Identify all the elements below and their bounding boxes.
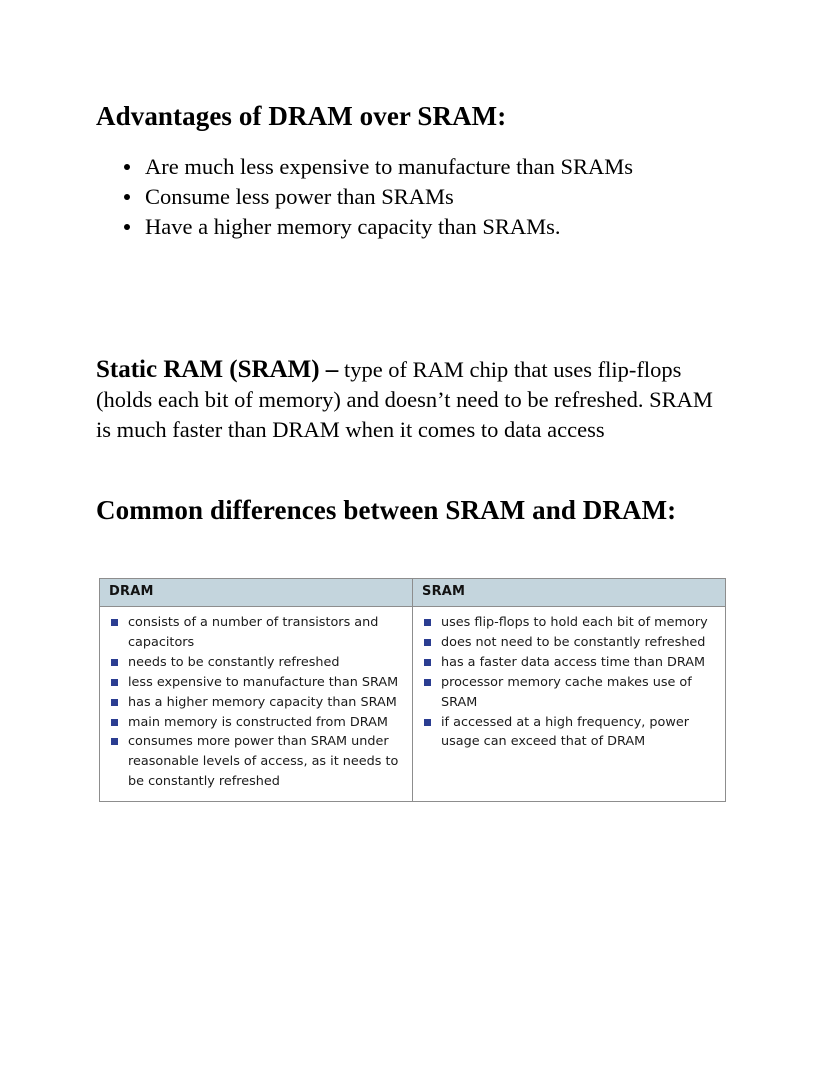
- table-header-sram: SRAM: [413, 579, 726, 607]
- list-item: [413, 673, 719, 713]
- list-item-text: if accessed at a high frequency, power usage can exceed that of DRAM: [441, 714, 689, 750]
- list-item: [100, 653, 406, 673]
- heading-advantages-of-dram: Advantages of DRAM over SRAM:: [96, 101, 507, 131]
- table-header-row: [100, 579, 726, 607]
- sram-dram-comparison-table: [99, 578, 726, 802]
- list-item: [100, 732, 406, 792]
- list-item-text: needs to be constantly refreshed: [128, 654, 340, 670]
- list-item-text: processor memory cache makes use of SRAM: [441, 674, 692, 710]
- bullet-square-icon: [424, 639, 431, 646]
- bullet-square-icon: [111, 619, 118, 626]
- list-item: [100, 713, 406, 733]
- list-item-text: Are much less expensive to manufacture than SRAMs: [145, 154, 634, 179]
- list-item: [96, 212, 736, 242]
- table-header-dram: DRAM: [100, 579, 413, 607]
- dram-bullet-list: [100, 613, 406, 792]
- list-item-text: main memory is constructed from DRAM: [128, 714, 388, 730]
- bullet-dot-icon: [124, 224, 130, 230]
- list-item-text: consists of a number of transistors and capacitors: [128, 615, 379, 650]
- list-item: [413, 613, 719, 633]
- list-item-text: uses flip-flops to hold each bit of memory: [441, 615, 708, 630]
- sram-definition-paragraph: [96, 355, 721, 445]
- list-item-text: Have a higher memory capacity than SRAMs.: [145, 214, 561, 239]
- bullet-square-icon: [424, 719, 431, 726]
- list-item: [100, 673, 406, 693]
- table-cell-sram-items: [413, 607, 726, 802]
- list-item-text: consumes more power than SRAM under reasonable levels of access, as it needs to be constantly refreshed: [128, 734, 399, 790]
- bullet-square-icon: [111, 659, 118, 666]
- bullet-square-icon: [424, 679, 431, 686]
- heading-common-differences: Common differences between SRAM and DRAM:: [96, 495, 677, 525]
- list-item: [100, 613, 406, 653]
- bullet-dot-icon: [124, 194, 130, 200]
- list-item-text: has a higher memory capacity than SRAM: [128, 694, 397, 710]
- bullet-square-icon: [111, 699, 118, 706]
- bullet-square-icon: [111, 679, 118, 686]
- bullet-dot-icon: [124, 164, 130, 170]
- table-row: [100, 607, 726, 802]
- bullet-square-icon: [424, 619, 431, 626]
- sram-bullet-list: [413, 613, 719, 752]
- bullet-square-icon: [111, 738, 118, 745]
- sram-definition-term: Static RAM (SRAM) –: [96, 356, 339, 383]
- bullet-square-icon: [111, 719, 118, 726]
- list-item: [413, 653, 719, 673]
- list-item: [413, 713, 719, 753]
- list-item-text: does not need to be constantly refreshed: [441, 634, 706, 650]
- table-cell-dram-items: [100, 607, 413, 802]
- list-item: [96, 152, 736, 182]
- advantages-bullet-list: [96, 152, 736, 242]
- list-item: [96, 182, 736, 212]
- sram-definition-body: type of RAM chip that uses flip-flops (holds each bit of memory) and doesn’t need to be refreshed. SRAM is much faster than DRAM when it comes to data access: [96, 357, 713, 442]
- list-item-text: Consume less power than SRAMs: [145, 184, 454, 209]
- list-item: [100, 693, 406, 713]
- list-item: [413, 633, 719, 653]
- list-item-text: less expensive to manufacture than SRAM: [128, 674, 399, 690]
- list-item-text: has a faster data access time than DRAM: [441, 654, 706, 670]
- bullet-square-icon: [424, 659, 431, 666]
